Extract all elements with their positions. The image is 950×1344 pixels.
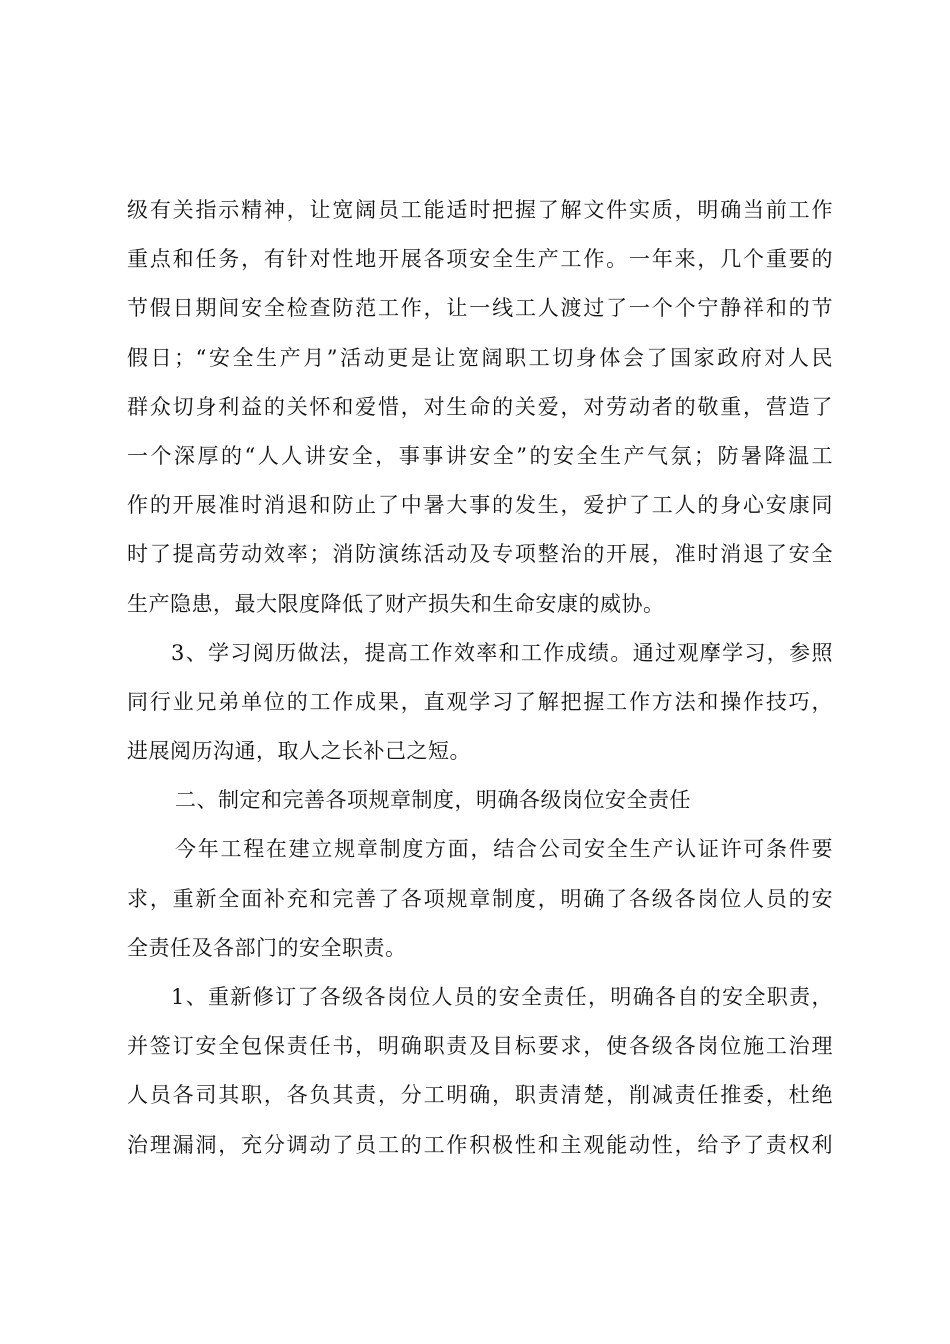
text-line: 进展阅历沟通，取人之长补己之短。: [127, 739, 471, 764]
text-line: 重点和任务，有针对性地开展各项安全生产工作。一年来，几个重要的: [127, 247, 833, 272]
paragraph: [127, 973, 833, 1170]
text-line: 生产隐患，最大限度降低了财产损失和生命安康的威协。: [127, 591, 665, 616]
text-line: 全责任及各部门的安全职责。: [127, 935, 407, 960]
text-line: 级有关指示精神，让宽阔员工能适时把握了解文件实质，明确当前工作: [127, 198, 833, 222]
text-line: 同行业兄弟单位的工作成果，直观学习了解把握工作方法和操作技巧，: [127, 689, 833, 714]
text-line: 治理漏洞，充分调动了员工的工作积极性和主观能动性，给予了责权利: [127, 1132, 833, 1157]
text-line: 时了提高劳动效率；消防演练活动及专项整治的开展，准时消退了安全: [127, 542, 833, 567]
text-line: 作的开展准时消退和防止了中暑大事的发生，爱护了工人的身心安康同: [127, 493, 833, 518]
text-line: 求，重新全面补充和完善了各项规章制度，明确了各级各岗位人员的安: [127, 886, 833, 911]
section-heading: [127, 776, 833, 825]
text-line: 人员各司其职，各负其责，分工明确，职责清楚，削减责任推委，杜绝: [127, 1083, 833, 1108]
heading-line: 二、制定和完善各项规章制度，明确各级岗位安全责任: [175, 788, 691, 813]
paragraph: [127, 825, 833, 973]
text-line: 假日；“安全生产月”活动更是让宽阔职工切身体会了国家政府对人民: [127, 345, 833, 370]
paragraph: [127, 629, 833, 777]
text-line: 一个深厚的“人人讲安全，事事讲安全”的安全生产气氛；防暑降温工: [127, 443, 833, 468]
paragraph: [127, 186, 833, 629]
text-line: 3、学习阅历做法，提高工作效率和工作成绩。通过观摩学习，参照: [171, 640, 833, 665]
text-line: 节假日期间安全检查防范工作，让一线工人渡过了一个个宁静祥和的节: [127, 296, 833, 321]
text-line: 1、重新修订了各级各岗位人员的安全责任，明确各自的安全职责，: [171, 985, 833, 1009]
document-body: [127, 186, 833, 1170]
text-line: 并签订安全包保责任书，明确职责及目标要求，使各级各岗位施工治理: [127, 1034, 833, 1059]
text-line: 今年工程在建立规章制度方面，结合公司安全生产认证许可条件要: [175, 837, 833, 862]
text-line: 群众切身利益的关怀和爱惜，对生命的关爱，对劳动者的敬重，营造了: [127, 394, 833, 419]
